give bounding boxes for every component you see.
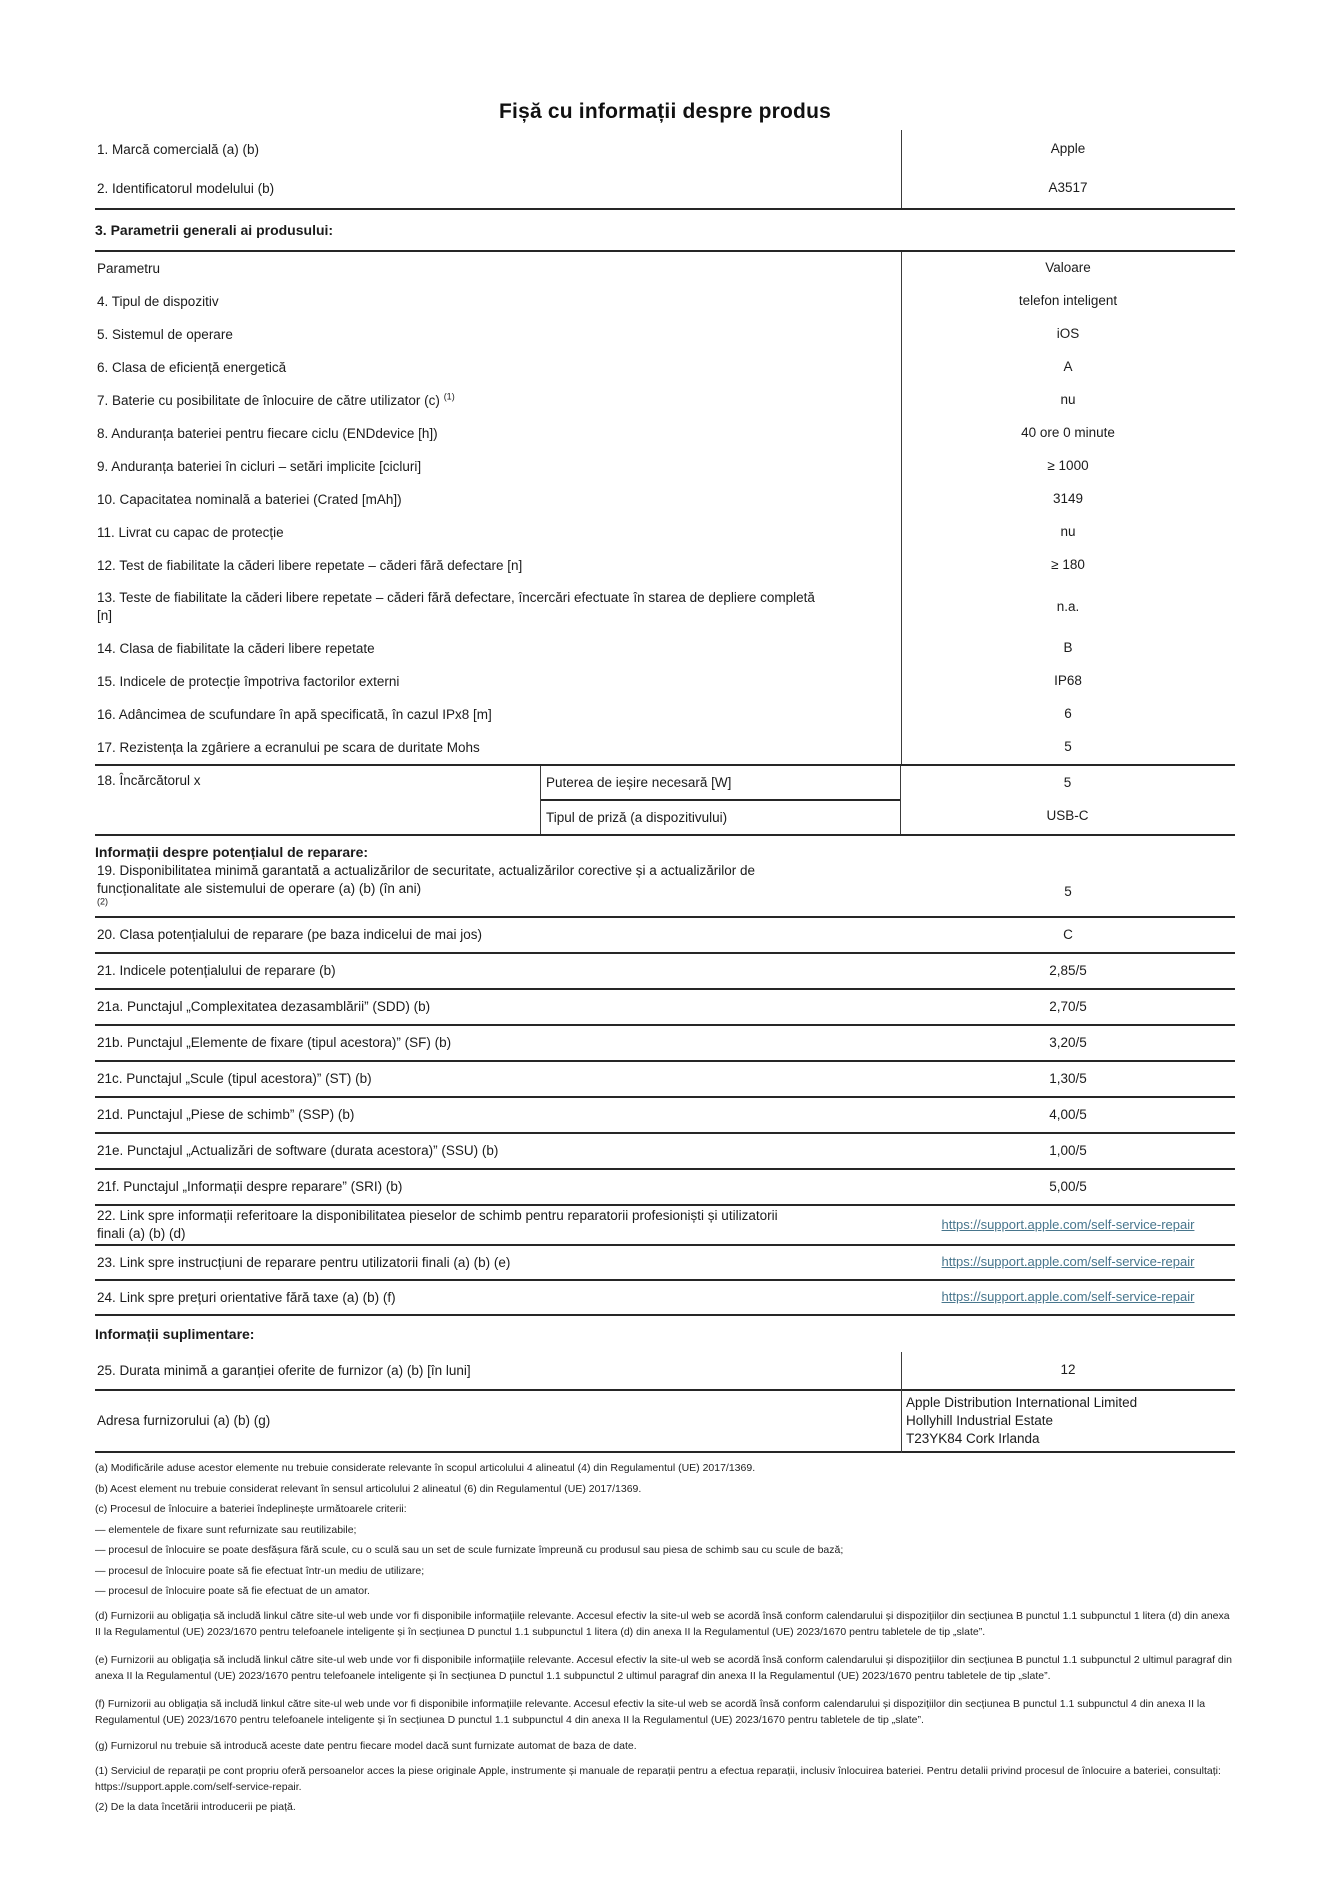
row-label: 21f. Punctajul „Informații despre reparare” (SRI) (b) (97, 1179, 403, 1195)
supplier-address-row (95, 1391, 1235, 1453)
row-value: n.a. (1056, 598, 1080, 614)
footnote-c-item: — procesul de înlocuire se poate desfășura fără scule, cu o sculă sau un set de scule furnizate împreună cu produsul sau piesa de schimb sau cu scule de bază; (95, 1544, 844, 1556)
row-label: 21. Indicele potențialului de reparare (b) (97, 963, 336, 979)
address-line: Hollyhill Industrial Estate (906, 1413, 1054, 1428)
table-row (95, 632, 1235, 665)
row-label: 23. Link spre instrucțiuni de reparare pentru utilizatorii finali (a) (b) (e) (97, 1254, 511, 1270)
row-label: 14. Clasa de fiabilitate la căderi libere repetate (97, 640, 375, 656)
section-header-repair: Informații despre potențialul de reparare: (95, 844, 369, 860)
row-label-line2: [n] (97, 608, 113, 623)
footnote-ref-1: (1) (443, 391, 455, 402)
row-label: 6. Clasa de eficiență energetică (97, 359, 287, 375)
row-value (901, 1254, 1235, 1271)
row-value: 3,20/5 (1049, 1034, 1087, 1050)
footnote-2: (2) De la data încetării introducerii pe piață. (95, 1801, 296, 1813)
table-row (95, 516, 1235, 549)
row-value: C (1063, 926, 1073, 942)
charger-label: 18. Încărcătorul x (97, 773, 201, 788)
table-row (95, 1170, 1235, 1206)
row-label: 4. Tipul de dispozitiv (97, 293, 219, 309)
row-label: 16. Adâncimea de scufundare în apă specificată, în cazul IPx8 [m] (97, 706, 492, 722)
row-value: 3149 (1052, 491, 1084, 507)
row-value: telefon inteligent (1018, 293, 1118, 309)
row-label: Puterea de ieșire necesară [W] (541, 766, 900, 801)
section-header-additional: Informații suplimentare: (95, 1326, 255, 1342)
address-line: Apple Distribution International Limited (906, 1395, 1138, 1410)
row-label: 21d. Punctajul „Piese de schimb” (SSP) (b) (97, 1107, 355, 1123)
table-row (95, 384, 1235, 417)
row-label-line2 (97, 880, 901, 915)
row-label: 12. Test de fiabilitate la căderi libere repetate – căderi fără defectare [n] (97, 557, 523, 573)
row-value: 5,00/5 (1049, 1178, 1087, 1194)
table-row (95, 1134, 1235, 1170)
product-info-sheet (95, 0, 1235, 1814)
table-row (95, 954, 1235, 990)
row-label (95, 589, 901, 624)
footnote-1: (1) Serviciul de reparații pe cont propriu oferă persoanelor acces la piese originale Apple, instrumente și manuale de reparații pentru a efectua reparații, inclusiv înlocuirea bateriei. Pentru detalii privind procesul de înlocuire a bateriei, consultați: https://support.apple.com/self-service-repair. (95, 1765, 1221, 1793)
table-row (95, 1062, 1235, 1098)
row-label: 9. Anduranța bateriei în cicluri – setări implicite [cicluri] (97, 458, 422, 474)
footnote-ref-2: (2) (97, 896, 108, 907)
row-label: 1. Marcă comercială (a) (b) (97, 141, 260, 157)
footnote-b: (b) Acest element nu trebuie considerat relevant în sensul articolului 2 alineatul (6) din Regulamentul (UE) 2017/1369. (95, 1482, 642, 1495)
table-row (95, 918, 1235, 954)
row-label: 2. Identificatorul modelului (b) (97, 180, 275, 196)
row-label: 21e. Punctajul „Actualizări de software (durata acestora)” (SSU) (b) (97, 1143, 499, 1159)
footnote-c: (c) Procesul de înlocuire a bateriei îndeplinește următoarele criterii: (95, 1503, 407, 1515)
row-label: 15. Indicele de protecție împotriva factorilor externi (97, 673, 400, 689)
row-value (901, 1217, 1235, 1234)
row-label-line1: 13. Teste de fiabilitate la căderi libere repetate – căderi fără defectare, încercări efectuate în starea de depliere completă (97, 590, 815, 606)
table-row (95, 169, 1235, 208)
row-value: 5 (1063, 775, 1072, 790)
row-label (95, 862, 901, 916)
row-value: 40 ore 0 minute (1021, 425, 1115, 441)
row-label: 11. Livrat cu capac de protecție (97, 524, 284, 540)
row-value: 5 (1064, 739, 1072, 755)
row-value (901, 1289, 1235, 1306)
table-row (95, 351, 1235, 384)
general-info-table (95, 130, 1235, 210)
table-row (95, 1246, 1235, 1281)
row-value: ≥ 180 (1051, 557, 1085, 573)
row-label-text: 7. Baterie cu posibilitate de înlocuire de către utilizator (c) (97, 392, 440, 408)
repair-instructions-link[interactable]: https://support.apple.com/self-service-repair (941, 1254, 1195, 1270)
row-label: 5. Sistemul de operare (97, 326, 233, 342)
column-header-parametru: Parametru (97, 260, 161, 276)
row-value: B (1063, 640, 1073, 656)
table-row (95, 1281, 1235, 1316)
row-value: 2,85/5 (1049, 962, 1087, 978)
table-row (95, 483, 1235, 516)
row-value: IP68 (1054, 673, 1082, 689)
row-label: 21c. Punctajul „Scule (tipul acestora)” (ST) (b) (97, 1071, 372, 1087)
footnote-e: (e) Furnizorii au obligația să includă linkul către site-ul web unde vor fi disponibile informațiile relevante. Accesul efectiv la site-ul web se acordă însă conform calendarului și dispozițiilor din secțiunea B punctul 1.1 subpunctul 2 ultimul paragraf din anexa II la Regulamentul (UE) 2023/1670 pentru telefoanele inteligente și în secțiunea D punctul 1.1 subpunctul 2 ultimul paragraf din anexa II la Regulamentul (UE) 2023/1670 pentru tabletele de tip „slate”. (95, 1654, 1232, 1682)
table-row (95, 1206, 1235, 1246)
table-row (95, 582, 1235, 632)
table-row (95, 731, 1235, 764)
supplier-address (901, 1391, 1235, 1451)
footnote-f: (f) Furnizorii au obligația să includă linkul către site-ul web unde vor fi disponibile informațiile relevante. Accesul efectiv la site-ul web se acordă însă conform calendarului și dispozițiilor din secțiunea B punctul 1.1 subpunctul 4 din anexa II la Regulamentul (UE) 2023/1670 pentru telefoanele inteligente și în secțiunea D punctul 1.1 subpunctul 4 din anexa II la Regulamentul (UE) 2023/1670 pentru tabletele de tip „slate”. (95, 1698, 1206, 1726)
row-value: 1,30/5 (1049, 1070, 1087, 1086)
row-label: Adresa furnizorului (a) (b) (g) (97, 1413, 271, 1429)
column-header-valoare: Valoare (1045, 260, 1091, 276)
table-row (95, 417, 1235, 450)
row-value: 2,70/5 (1049, 998, 1087, 1014)
table-row (95, 863, 1235, 918)
section-header-general-params: 3. Parametrii generali ai produsului: (95, 210, 1235, 252)
footnote-d: (d) Furnizorii au obligația să includă linkul către site-ul web unde vor fi disponibile informațiile relevante. Accesul efectiv la site-ul web se acordă însă conform calendarului și dispozițiilor din secțiunea B punctul 1.1 subpunctul 1 litera (d) din anexa II la Regulamentul (UE) 2023/1670 pentru telefoanele inteligente și în secțiunea D punctul 1.1 subpunctul 1 litera (d) din anexa II la Regulamentul (UE) 2023/1670 pentru tabletele de tip „slate”. (95, 1610, 1230, 1638)
table-row (95, 1352, 1235, 1391)
charger-subtable-values (901, 766, 1234, 834)
table-header-row (95, 252, 1235, 285)
row-value: 4,00/5 (1049, 1106, 1087, 1122)
footnote-c-item: — procesul de înlocuire poate să fie efectuat de un amator. (95, 1585, 370, 1597)
row-label-line2: finali (a) (b) (d) (97, 1226, 186, 1241)
row-label: Tipul de priză (a dispozitivului) (546, 810, 728, 825)
row-value: 6 (1064, 706, 1072, 722)
table-row (95, 450, 1235, 483)
row-label: 21b. Punctajul „Elemente de fixare (tipul acestora)” (SF) (b) (97, 1035, 452, 1051)
table-row (95, 1098, 1235, 1134)
row-value: 1,00/5 (1049, 1142, 1087, 1158)
charger-subtable-labels (540, 766, 901, 834)
row-label: 10. Capacitatea nominală a bateriei (Crated [mAh]) (97, 491, 402, 507)
table-row (95, 665, 1235, 698)
table-row (95, 698, 1235, 731)
general-params-table (95, 252, 1235, 766)
additional-info-table (95, 1352, 1235, 1453)
row-value: A3517 (1048, 180, 1088, 196)
row-label: 21a. Punctajul „Complexitatea dezasamblării” (SDD) (b) (97, 999, 431, 1015)
table-row (95, 990, 1235, 1026)
row-value: 5 (1064, 883, 1072, 899)
row-label-line1: 22. Link spre informații referitoare la disponibilitatea pieselor de schimb pentru reparatorii profesioniști și utilizatorii (97, 1208, 778, 1224)
row-label: 20. Clasa potențialului de reparare (pe baza indicelui de mai jos) (97, 927, 482, 943)
row-label: 24. Link spre prețuri orientative fără taxe (a) (b) (f) (97, 1289, 396, 1305)
row-label: 8. Anduranța bateriei pentru fiecare ciclu (ENDdevice [h]) (97, 425, 438, 441)
table-row (95, 1026, 1235, 1062)
row-value: ≥ 1000 (1047, 458, 1089, 474)
row-label: 17. Rezistența la zgâriere a ecranului pe scara de duritate Mohs (97, 739, 480, 755)
footnote-c-item: — elementele de fixare sunt refurnizate sau reutilizabile; (95, 1523, 357, 1536)
footnote-a: (a) Modificările aduse acestor elemente nu trebuie considerate relevante în scopul articolului 4 alineatul (4) din Regulamentul (UE) 2017/1369. (95, 1462, 756, 1474)
row-label-line2-text: funcționalitate ale sistemului de operare (a) (b) (în ani) (97, 880, 422, 896)
row-value: USB-C (1046, 808, 1089, 823)
row-value: nu (1060, 392, 1076, 408)
footnotes (95, 1462, 1235, 1814)
row-value: Apple (1050, 141, 1086, 157)
charger-row (95, 766, 1235, 836)
row-value: nu (1060, 524, 1076, 540)
row-label (95, 1207, 901, 1242)
table-row (95, 130, 1235, 169)
footnote-g: (g) Furnizorul nu trebuie să introducă aceste date pentru fiecare model dacă sunt furnizate automat de baza de date. (95, 1740, 637, 1752)
table-row (95, 549, 1235, 582)
row-label (95, 392, 901, 410)
row-value: 12 (1060, 1362, 1076, 1378)
address-line: T23YK84 Cork Irlanda (906, 1431, 1040, 1446)
footnote-c-item: — procesul de înlocuire poate să fie efectuat într-un mediu de utilizare; (95, 1564, 425, 1577)
indicative-prices-link[interactable]: https://support.apple.com/self-service-repair (941, 1289, 1195, 1305)
row-value: iOS (1056, 326, 1080, 342)
table-row (95, 318, 1235, 351)
row-value: A (1063, 359, 1073, 375)
row-label: 25. Durata minimă a garanției oferite de furnizor (a) (b) [în luni] (97, 1362, 471, 1378)
spare-parts-link[interactable]: https://support.apple.com/self-service-repair (941, 1216, 1195, 1232)
table-row (95, 285, 1235, 318)
row-label-line1: 19. Disponibilitatea minimă garantată a actualizărilor de securitate, actualizărilor corective și a actualizărilor de (97, 863, 756, 879)
page-title: Fișă cu informații despre produs (499, 100, 831, 123)
